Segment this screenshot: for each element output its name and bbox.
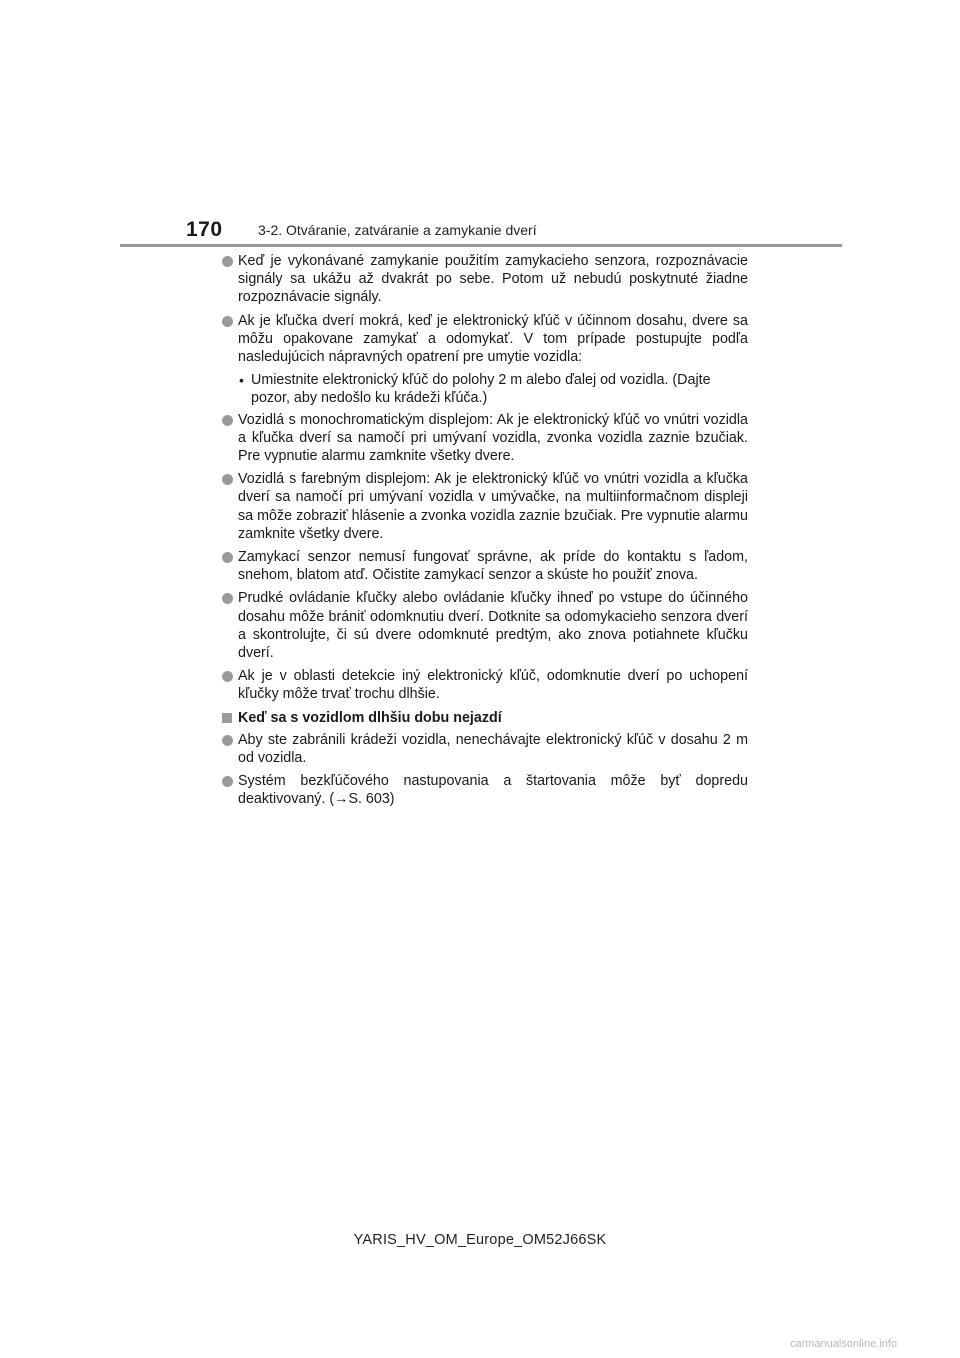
bullet-icon xyxy=(222,735,233,746)
item-text: Aby ste zabránili krádeži vozidla, nenechávajte elektronický kľúč v dosahu 2 m od vozidla. xyxy=(238,731,748,767)
list-item xyxy=(222,312,748,367)
sub-list-item xyxy=(222,371,748,407)
list-item xyxy=(222,411,748,466)
list-item xyxy=(222,548,748,584)
content xyxy=(222,252,748,814)
item-text: Prudké ovládanie kľučky alebo ovládanie kľučky ihneď po vstupe do účinného dosahu môže brániť odomknutiu dverí. Dotknite sa odomykacieho senzora dverí a skontrolujte, či sú dvere odomknuté predtým, ako znova potiahnete kľučku dverí. xyxy=(238,590,748,662)
bullet-icon xyxy=(222,776,233,787)
bullet-icon xyxy=(222,316,233,327)
bullet-icon xyxy=(222,474,233,485)
item-text: Ak je v oblasti detekcie iný elektronický kľúč, odomknutie dverí po uchopení kľučky môže trvať trochu dlhšie. xyxy=(238,668,748,703)
page-number: 170 xyxy=(186,218,223,241)
item-text: Vozidlá s farebným displejom: Ak je elektronický kľúč vo vnútri vozidla a kľučka dverí sa namočí pri umývaní vozidla v umývačke, na multiinformačnom displeji sa môže zobraziť hlásenie a zvonka vozidla zaznie bzučiak. Pre vypnutie alarmu zamknite všetky dvere. xyxy=(238,471,748,542)
bullet-icon xyxy=(222,415,233,426)
heading-text: Keď sa s vozidlom dlhšiu dobu nejazdí xyxy=(238,709,502,726)
item-text: Zamykací senzor nemusí fungovať správne, ak príde do kontaktu s ľadom, snehom, blatom atď. Očistite zamykací senzor a skúste ho použiť znova. xyxy=(238,549,748,584)
item-text: Ak je kľučka dverí mokrá, keď je elektronický kľúč v účinnom dosahu, dvere sa môžu opakovane zamykať a odomykať. V tom prípade postupujte podľa nasledujúcich nápravných opatrení pre umytie vozidla: xyxy=(238,312,748,366)
bullet-icon xyxy=(222,552,233,563)
item-text: Vozidlá s monochromatickým displejom: Ak je elektronický kľúč vo vnútri vozidla a kľučka dverí sa namočí pri umývaní vozidla, zvonka vozidla zaznie bzučiak. Pre vypnutie alarmu zamknite všetky dvere. xyxy=(238,411,748,465)
footer-code: YARIS_HV_OM_Europe_OM52J66SK xyxy=(353,1232,607,1248)
section-heading xyxy=(222,709,748,727)
sub-item-text: Umiestnite elektronický kľúč do polohy 2 m alebo ďalej od vozidla. (Dajte pozor, aby nedošlo ku krádeži kľúča.) xyxy=(251,372,711,407)
list-item xyxy=(222,772,748,808)
bullet-icon xyxy=(222,593,233,604)
bullet-icon xyxy=(222,256,233,267)
square-bullet-icon xyxy=(222,713,232,723)
watermark: carmanualsonline.info xyxy=(790,1338,898,1350)
bullet-icon xyxy=(222,671,233,682)
section-title: 3-2. Otváranie, zatváranie a zamykanie dverí xyxy=(258,222,537,238)
list-item xyxy=(222,731,748,767)
list-item xyxy=(222,252,748,307)
item-text: Systém bezkľúčového nastupovania a štartovania môže byť dopredu deaktivovaný. (→S. 603) xyxy=(238,773,748,808)
sub-bullet-icon: • xyxy=(239,372,244,389)
list-item xyxy=(222,470,748,543)
item-text: Keď je vykonávané zamykanie použitím zamykacieho senzora, rozpoznávacie signály sa ukážu až dvakrát po sebe. Potom už nebudú poskytnuté žiadne rozpoznávacie signály. xyxy=(238,253,748,306)
list-item xyxy=(222,589,748,662)
header-rule xyxy=(120,244,842,247)
list-item xyxy=(222,667,748,703)
